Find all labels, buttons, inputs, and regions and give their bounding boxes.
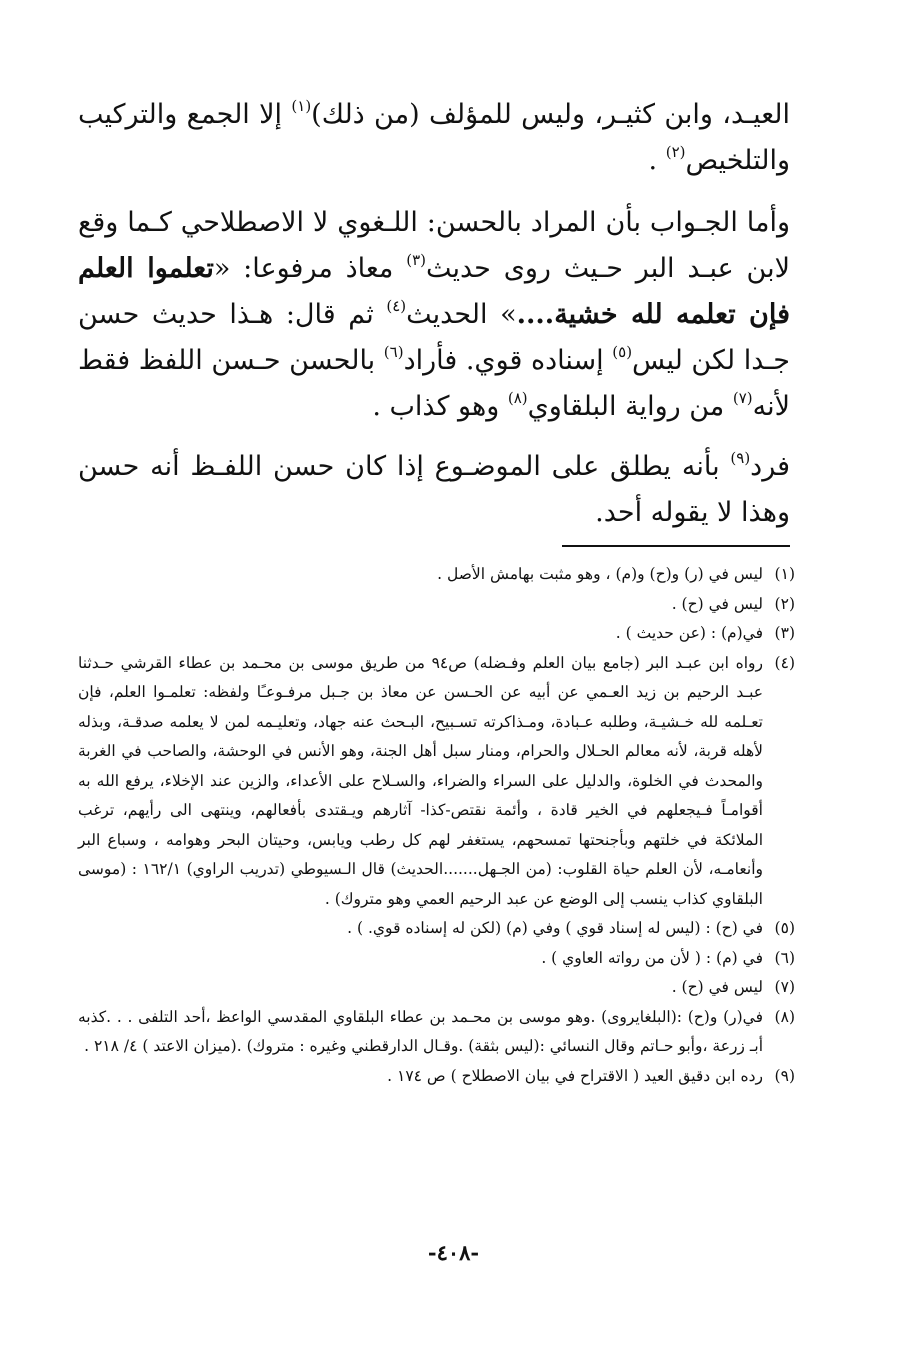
footnote-text: في (م) : ( لأن من رواته العاوي ) .	[541, 948, 763, 967]
footnote-ref-4[interactable]: (٤)	[386, 297, 407, 315]
footnote-ref-3[interactable]: (٣)	[406, 251, 426, 269]
paragraph-2	[78, 200, 790, 430]
text-run: بأنه يطلق على الموضـوع إذا كان حسن اللفـظ أنه حسن وهذا لا يقوله أحد.	[78, 451, 790, 528]
footnote-text: ليس في (ح) .	[671, 978, 763, 996]
footnote-number: (٤)	[774, 653, 795, 672]
footnote-number: (٧)	[774, 978, 795, 996]
footnote-ref-7[interactable]: (٧)	[732, 389, 753, 407]
footnote-separator	[562, 545, 790, 547]
footnote-ref-9[interactable]: (٩)	[730, 449, 751, 467]
paragraph-3	[78, 444, 790, 536]
footnote-number: (٨)	[774, 1007, 795, 1026]
footnote-8	[78, 1003, 795, 1062]
footnote-9	[78, 1062, 795, 1092]
footnote-ref-5[interactable]: (٥)	[612, 343, 633, 361]
footnote-number: (٥)	[774, 919, 795, 937]
text-run: العيـد، وابن كثيـر، وليس للمؤلف (من ذلك)	[311, 99, 791, 130]
footnote-ref-2[interactable]: (٢)	[665, 143, 686, 161]
footnote-ref-8[interactable]: (٨)	[507, 389, 528, 407]
footnote-ref-1[interactable]: (١)	[291, 97, 312, 115]
text-run: وأما الجـواب بأن المراد بالحسن: اللـغوي لا الاصطلاحي كـما وقع لابن عبـد البر حـيث روى حديث	[78, 207, 791, 284]
text-run: .	[648, 145, 666, 176]
footnote-ref-6[interactable]: (٦)	[383, 343, 404, 361]
text-run: » الحديث	[406, 299, 517, 330]
footnote-1	[78, 560, 795, 590]
footnote-number: (١)	[774, 565, 795, 583]
footnote-7	[78, 973, 795, 1003]
footnote-text: رواه ابن عبـد البر (جامع بيان العلم وفـضله) ص٩٤ من طريق موسى بن محـمد بن عطاء القرشي حـدثنا عبـد الرحيم بن زيد العـمي عن أبيه عن الحـسن عن معاذ بن جـبل مرفـوعـًا ولفظه: تعلمـوا العلم، فإن تعـلمه لله خـشيـة، وطلبه عـبادة، ومـذاكرته تسـبيح، البـحث عنه جهاد، وتعليـمه لمن لا يعلمه صدقـة، وبذله لأهله قربة، لأنه معالم الحـلال والحرام، ومنار سبل أهل الجنة، وهو الأنس في الوحشة، والصاحب في الغربة والمحدث في الخلوة، والدليل على السراء والضراء، والسـلاح على الأعداء، والزين عند الإخلاء، يرفع الله به أقوامـاً فـيجعلهم في الخير قادة ، وأئمة نقتص-كذا- آثارهم ويـقتدى بأفعالهم، وينتهى الى رأيهم، ترغب الملائكة في خلتهم وبأجنحتها تمسحهم، يستغفر لهم كل رطب ويابس، وحيتان البحر وهوامه ، وسباع البر وأنعامـه، لأن العلم حياة القلوب: (من الجـهل.......الحديث) قال الـسيوطي (تدريب الراوي) ١٦٢/١ : (موسى البلقاوي كذاب ينسب إلى الوضع عن عبد الرحيم العمي وهو متروك) .	[78, 653, 763, 908]
footnote-number: (٩)	[774, 1066, 795, 1085]
footnote-5	[78, 914, 795, 944]
footnote-text: ليس في (ح) .	[671, 594, 763, 613]
footnote-3	[78, 619, 795, 649]
footnote-text: في(م) : (عن حديث ) .	[615, 624, 763, 642]
footnote-text: ليس في (ر) و(ح) و(م) ، وهو مثبت بهامش الأصل .	[437, 565, 763, 583]
footnote-text: في(ر) و(ح) :(البلغايروى) .وهو موسى بن محـمد بن عطاء البلقاوي المقدسي الواعظ ،أحد التلفى . . .كذبه أبـ زرعة ،وأبو حـاتم وقال النسائي :(ليس بثقة) .وقـال الدارقطني وغيره : متروك) .(ميزان الاعتد ) ٤/ ٢١٨ .	[78, 1007, 763, 1055]
text-run: وهو كذاب .	[372, 391, 508, 422]
hadith-quote: تعلموا العلم فإن تعلمه لله خشية....	[78, 253, 790, 330]
text-run: بالحسن حـسن اللفظ فقط لأنه	[78, 345, 790, 422]
footnote-2	[78, 590, 795, 620]
footnotes	[78, 560, 795, 1091]
text-run: من رواية البلقاوي	[527, 391, 733, 422]
footnote-number: (٢)	[774, 594, 795, 613]
footnote-text: في (ح) : (ليس له إسناد قوي ) وفي (م) (لكن له إسناده قوي. ) .	[347, 919, 763, 937]
footnote-4	[78, 649, 795, 915]
footnote-number: (٣)	[774, 624, 795, 642]
text-run: معاذ مرفوعا: «	[213, 253, 407, 284]
footnote-number: (٦)	[774, 948, 795, 967]
page-number: -٤٠٨-	[427, 1240, 480, 1265]
main-text	[78, 92, 790, 550]
text-run: إلا الجمع والتركيب والتلخيص	[78, 99, 790, 176]
text-run: ثم قال: هـذا حديث حسن جـدا لكن ليس	[78, 299, 790, 376]
footnote-6	[78, 944, 795, 974]
footnote-text: رده ابن دقيق العيد ( الاقتراح في بيان الاصطلاح ) ص ١٧٤ .	[387, 1066, 763, 1085]
paragraph-1	[78, 92, 790, 184]
text-run: فرد	[750, 451, 790, 482]
text-run: إسناده قوي. فأراد	[403, 345, 613, 376]
